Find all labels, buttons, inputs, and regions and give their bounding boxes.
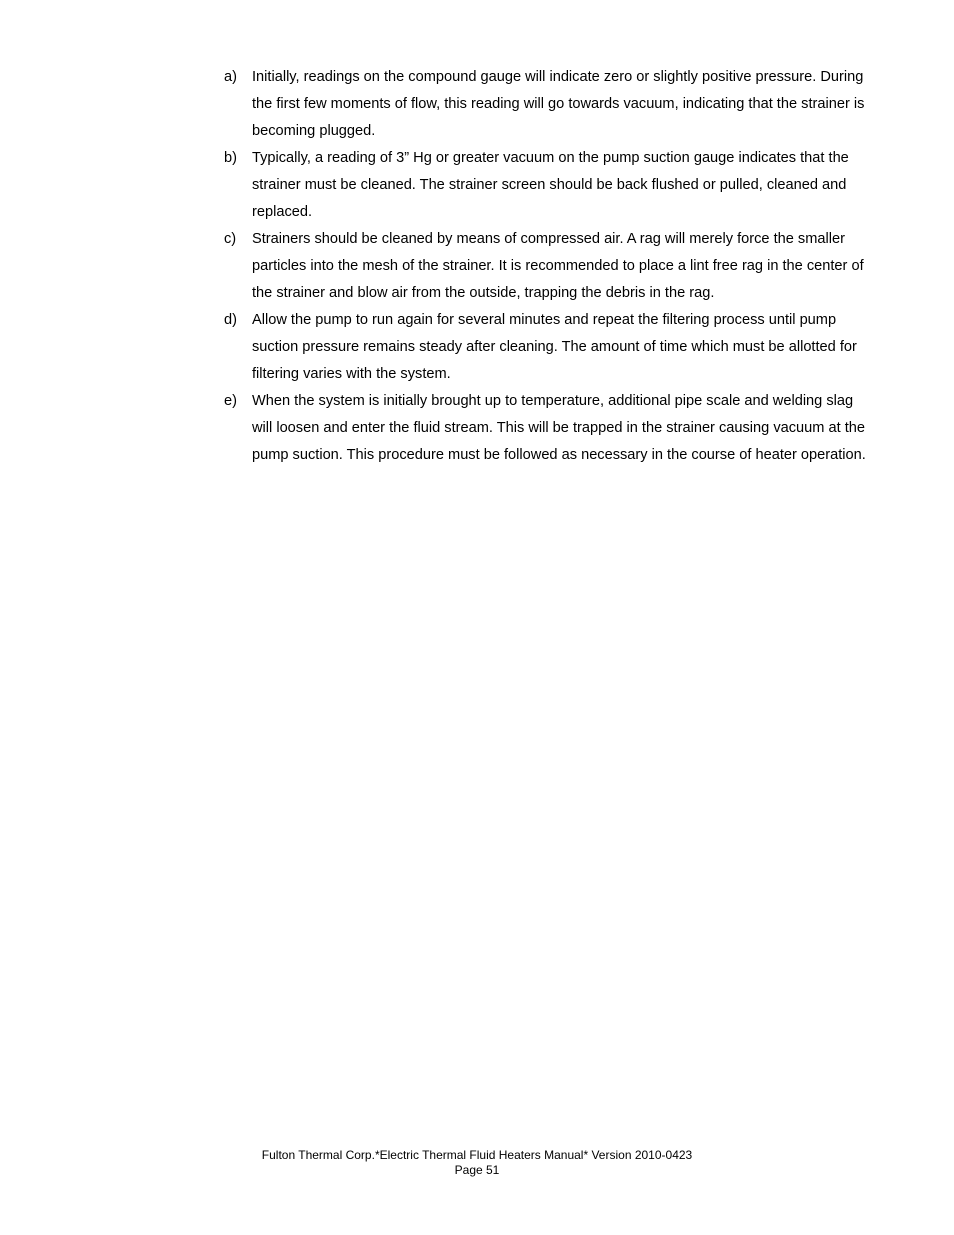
list-item bbox=[224, 145, 874, 226]
list-marker: b) bbox=[224, 150, 237, 166]
list-item-text: When the system is initially brought up to temperature, additional pipe scale and welding slag will loosen and enter the fluid stream. This will be trapped in the strainer causing vacuum at the pump suction. This procedure must be followed as necessary in the course of heater operation. bbox=[252, 393, 866, 463]
list-marker: c) bbox=[224, 231, 237, 247]
footer-title: Fulton Thermal Corp.*Electric Thermal Fluid Heaters Manual* Version 2010-0423 bbox=[261, 1148, 693, 1162]
list-marker: e) bbox=[224, 393, 237, 409]
list-item bbox=[224, 307, 874, 388]
list-marker: d) bbox=[224, 312, 237, 328]
list-item-text: Allow the pump to run again for several minutes and repeat the filtering process until pump suction pressure remains steady after cleaning. The amount of time which must be allotted for filtering varies with the system. bbox=[252, 312, 857, 382]
list-item bbox=[224, 64, 874, 145]
list-item-text: Initially, readings on the compound gauge will indicate zero or slightly positive pressure. During the first few moments of flow, this reading will go towards vacuum, indicating that the strainer is becoming plugged. bbox=[252, 69, 865, 139]
page-number: Page 51 bbox=[454, 1163, 500, 1177]
list-item-text: Typically, a reading of 3” Hg or greater vacuum on the pump suction gauge indicates that the strainer must be cleaned. The strainer screen should be back flushed or pulled, cleaned and replaced. bbox=[252, 150, 849, 220]
list-item-text: Strainers should be cleaned by means of compressed air. A rag will merely force the smaller particles into the mesh of the strainer. It is recommended to place a lint free rag in the center of the strainer and blow air from the outside, trapping the debris in the rag. bbox=[252, 231, 864, 301]
list-item bbox=[224, 226, 874, 307]
page-footer bbox=[0, 1148, 954, 1178]
list-marker: a) bbox=[224, 69, 237, 85]
list-item bbox=[224, 388, 874, 469]
procedure-list bbox=[224, 64, 874, 469]
